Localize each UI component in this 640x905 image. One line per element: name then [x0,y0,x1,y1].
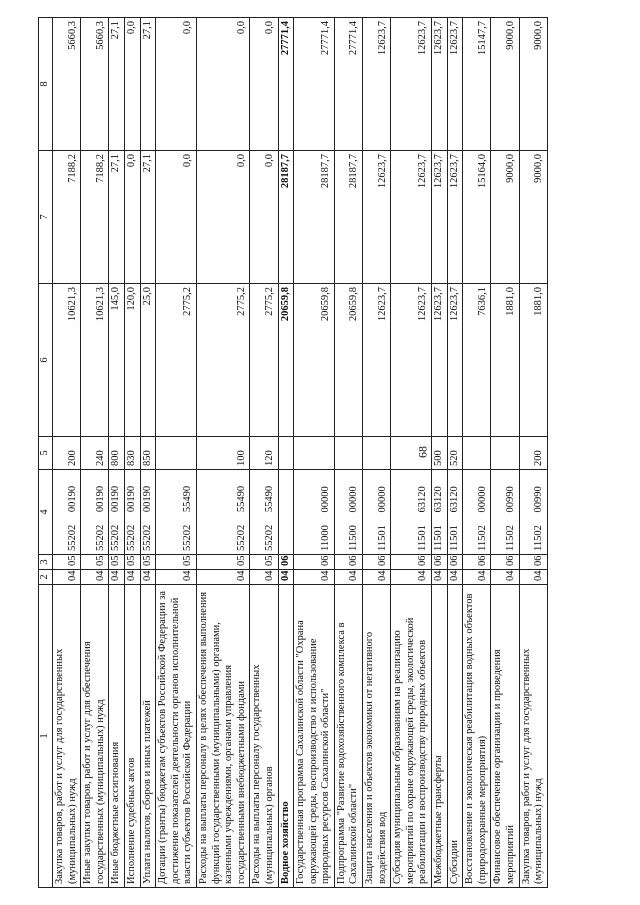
cell-code: 55202 55490 [250,470,278,555]
cell-c5 [294,437,335,470]
cell-c2: 04 [124,570,140,585]
cell-c7: 28187,7 [334,151,362,284]
cell-c6: 10621,3 [53,284,81,437]
cell-c5: 200 [519,437,547,470]
cell-c3: 06 [278,555,294,570]
cell-code: 11501 00000 [363,470,391,555]
cell-c5: 520 [447,437,463,470]
cell-name: Расходы на выплаты персоналу государственных (муниципальных) органов [250,585,278,888]
cell-name: Подпрограмма "Развитие водохозяйственного комплекса в Сахалинской области" [334,585,362,888]
cell-c3: 06 [447,555,463,570]
cell-c7: 12623,7 [447,151,463,284]
table-row [53,18,81,888]
cell-c6: 2775,2 [196,284,249,437]
cell-c7: 7188,2 [53,151,81,284]
cell-c3: 05 [196,555,249,570]
cell-c3: 06 [363,555,391,570]
cell-c7: 27,1 [109,151,125,284]
cell-c6: 145,0 [109,284,125,437]
cell-c3: 05 [140,555,156,570]
table-row [519,18,547,888]
cell-c2: 04 [391,570,432,585]
cell-c6: 25,0 [140,284,156,437]
cell-c2: 04 [463,570,491,585]
cell-c5: 200 [53,437,81,470]
cell-c7: 9000,0 [519,151,547,284]
cell-c7: 0,0 [156,151,197,284]
cell-name: Финансовое обеспечение организации и проведения мероприятий [491,585,519,888]
cell-name: Уплата налогов, сборов и иных платежей [140,585,156,888]
cell-c8: 9000,0 [491,18,519,151]
cell-c5: 120 [250,437,278,470]
table-row [391,18,432,888]
cell-name: Закупка товаров, работ и услуг для государственных (муниципальных) нужд [53,585,81,888]
cell-code: 55202 55490 [156,470,197,555]
budget-table [38,17,548,888]
cell-name: Исполнение судебных актов [124,585,140,888]
cell-c2: 04 [81,570,109,585]
cell-c2: 04 [363,570,391,585]
cell-c6: 1881,0 [491,284,519,437]
cell-c2: 04 [278,570,294,585]
cell-c6: 2775,2 [250,284,278,437]
cell-c5 [463,437,491,470]
table-row [294,18,335,888]
header-col-7: 7 [39,151,53,284]
cell-c2: 04 [196,570,249,585]
table-body [53,18,548,888]
cell-c3: 06 [391,555,432,570]
cell-c2: 04 [156,570,197,585]
cell-name: Защита населения и объектов экономики от негативного воздействия вод [363,585,391,888]
rotated-page [38,18,618,888]
cell-c7: 12623,7 [432,151,448,284]
cell-c5 [391,437,432,470]
cell-name: Иные закупки товаров, работ и услуг для обеспечения государственных (муниципальных) нужд [81,585,109,888]
cell-c3: 05 [250,555,278,570]
cell-code: 11000 00000 [294,470,335,555]
cell-c7: 15164,0 [463,151,491,284]
cell-name: Межбюджетные трансферты [432,585,448,888]
header-col-2: 2 [39,570,53,585]
cell-c8: 12623,7 [447,18,463,151]
table-row [334,18,362,888]
cell-code: 11500 00000 [334,470,362,555]
cell-c5 [334,437,362,470]
cell-c8: 27,1 [140,18,156,151]
cell-c8: 0,0 [156,18,197,151]
cell-c7: 0,0 [196,151,249,284]
cell-c5: 500 [432,437,448,470]
cell-c5: 800 [109,437,125,470]
cell-c5: 830 [124,437,140,470]
cell-c7: 0,0 [124,151,140,284]
cell-c7: 9000,0 [491,151,519,284]
cell-c8: 9000,0 [519,18,547,151]
cell-c8: 5660,3 [81,18,109,151]
cell-c7: 12623,7 [391,151,432,284]
cell-code: 11502 00000 [463,470,491,555]
cell-code: 55202 00190 [53,470,81,555]
cell-code: 11501 63120 [391,470,432,555]
cell-c6: 20659,8 [294,284,335,437]
cell-c7: 7188,2 [81,151,109,284]
cell-c6: 12623,7 [363,284,391,437]
cell-c5 [363,437,391,470]
cell-c6: 120,0 [124,284,140,437]
cell-code: 55202 00190 [81,470,109,555]
cell-c6: 12623,7 [391,284,432,437]
cell-c3: 05 [156,555,197,570]
cell-name: Субсидии [447,585,463,888]
cell-name: Расходы на выплаты персоналу в целях обеспечения выполнения функций государственными (муниципальными) органами, казенными учреждениями, органами управления государственными внебюджетными фондами [196,585,249,888]
cell-c8: 27771,4 [278,18,294,151]
cell-c2: 04 [432,570,448,585]
table-row [278,18,294,888]
cell-c5 [156,437,197,470]
header-col-1: 1 [39,585,53,888]
cell-c8: 5660,3 [53,18,81,151]
cell-name: Дотации (гранты) бюджетам субъектов Российской Федерации за достижение показателей деятельности органов исполнительной власти субъектов Российской Федерации [156,585,197,888]
cell-c7: 28187,7 [294,151,335,284]
cell-code: 55202 00190 [140,470,156,555]
header-col-4: 4 [39,470,53,555]
table-row [447,18,463,888]
cell-c7: 0,0 [250,151,278,284]
table-row [463,18,491,888]
cell-name: Государственная программа Сахалинской области "Охрана окружающей среды, воспроизводство и использование природных ресурсов Сахалинской области" [294,585,335,888]
cell-c2: 04 [140,570,156,585]
header-col-5: 5 [39,437,53,470]
cell-c6: 1881,0 [519,284,547,437]
cell-c8: 0,0 [196,18,249,151]
cell-c3: 06 [491,555,519,570]
cell-name: Водное хозяйство [278,585,294,888]
cell-code: 11501 63120 [432,470,448,555]
cell-c8: 27771,4 [334,18,362,151]
cell-c7: 27,1 [140,151,156,284]
cell-c6: 2775,2 [156,284,197,437]
cell-name: Иные бюджетные ассигнования [109,585,125,888]
cell-code: 11501 63120 [447,470,463,555]
cell-c6: 10621,3 [81,284,109,437]
cell-c8: 0,0 [250,18,278,151]
cell-c2: 04 [491,570,519,585]
cell-c3: 06 [334,555,362,570]
table-row [156,18,197,888]
header-col-8: 8 [39,18,53,151]
cell-c2: 04 [53,570,81,585]
table-row [363,18,391,888]
cell-c7: 28187,7 [278,151,294,284]
cell-c2: 04 [519,570,547,585]
header-row [39,18,53,888]
cell-c3: 05 [109,555,125,570]
cell-name: Субсидия муниципальным образованиям на реализацию мероприятий по охране окружающей среды, экологической реабилитации и воспроизводству природных объектов [391,585,432,888]
cell-c2: 04 [294,570,335,585]
cell-code: 11502 00990 [491,470,519,555]
cell-c2: 04 [447,570,463,585]
cell-code: 11502 00990 [519,470,547,555]
cell-c3: 06 [432,555,448,570]
table-row [196,18,249,888]
cell-c6: 20659,8 [334,284,362,437]
cell-c3: 05 [124,555,140,570]
cell-c5: 240 [81,437,109,470]
table-row [81,18,109,888]
cell-c8: 27771,4 [294,18,335,151]
cell-c3: 05 [81,555,109,570]
header-col-6: 6 [39,284,53,437]
table-row [491,18,519,888]
cell-code [278,470,294,555]
cell-c2: 04 [334,570,362,585]
cell-name: Закупка товаров, работ и услуг для государственных (муниципальных) нужд [519,585,547,888]
cell-c5 [491,437,519,470]
cell-c6: 20659,8 [278,284,294,437]
cell-c3: 06 [294,555,335,570]
cell-c8: 27,1 [109,18,125,151]
cell-c8: 12623,7 [363,18,391,151]
cell-c3: 06 [463,555,491,570]
table-row [109,18,125,888]
cell-code: 55202 55490 [196,470,249,555]
cell-c8: 12623,7 [432,18,448,151]
cell-c3: 05 [53,555,81,570]
cell-code: 55202 00190 [124,470,140,555]
cell-c5: 850 [140,437,156,470]
cell-c8: 12623,7 [391,18,432,151]
table-row [250,18,278,888]
cell-c3: 06 [519,555,547,570]
cell-c8: 0,0 [124,18,140,151]
cell-c5 [278,437,294,470]
cell-c6: 7636,1 [463,284,491,437]
cell-c8: 15147,7 [463,18,491,151]
cell-c6: 12623,7 [432,284,448,437]
cell-c7: 12623,7 [363,151,391,284]
cell-c2: 04 [109,570,125,585]
table-row [124,18,140,888]
cell-code: 55202 00190 [109,470,125,555]
header-col-3: 3 [39,555,53,570]
cell-name: Восстановление и экологическая реабилитация водных объектов (природоохранные мероприятия) [463,585,491,888]
cell-c6: 12623,7 [447,284,463,437]
cell-c5: 100 [196,437,249,470]
cell-c2: 04 [250,570,278,585]
table-row [140,18,156,888]
table-row [432,18,448,888]
page-number: 68 [415,446,430,458]
